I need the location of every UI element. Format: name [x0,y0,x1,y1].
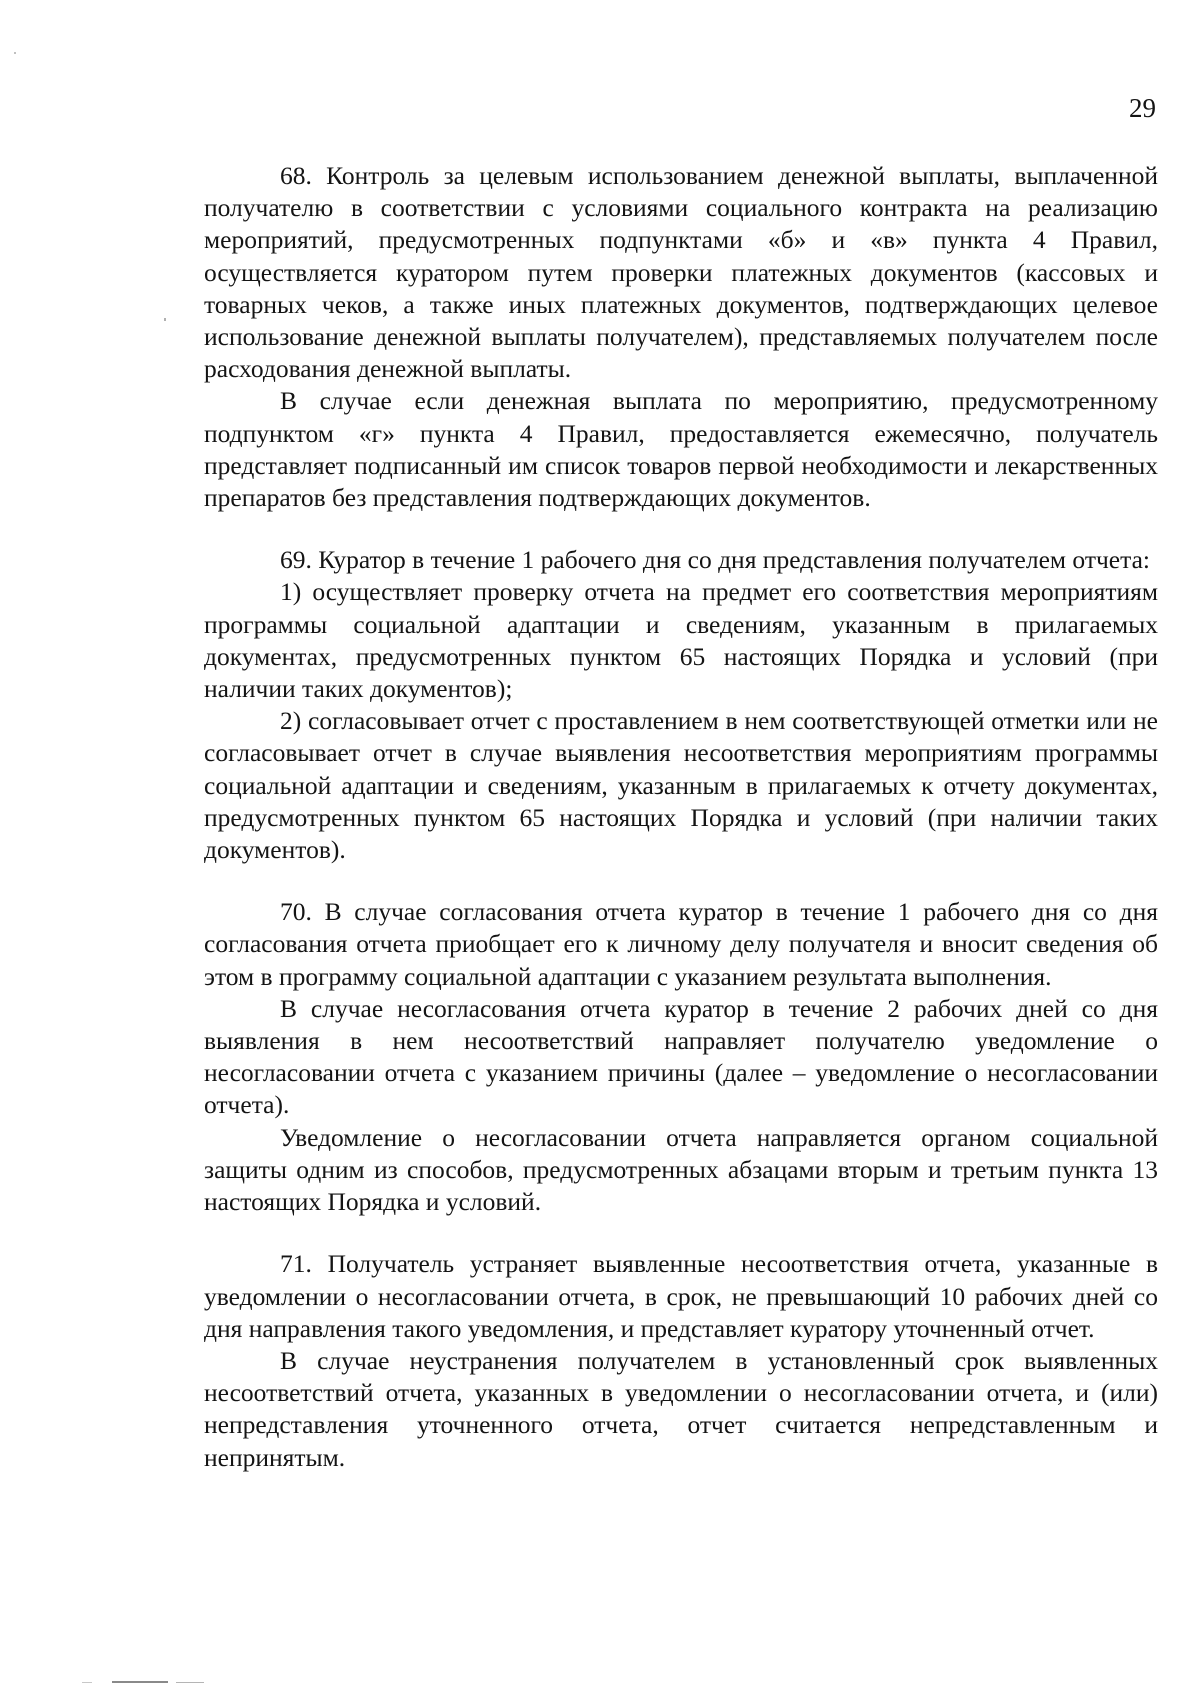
paragraph-70-main: 70. В случае согласования отчета куратор в течение 1 рабочего дня со дня согласования отчета приобщает его к личному делу получателя и вносит сведения об этом в программу социальной адаптации с указанием результата выполнения. [204,897,1158,991]
paragraph-68-subparagraph: В случае если денежная выплата по мероприятию, предусмотренному подпунктом «г» пункта 4 Правил, предоставляется ежемесячно, получатель представляет подписанный им список товаров первой необходимости и лекарственных препаратов без представления подтверждающих документов. [204,386,1158,513]
section-gap [204,514,1158,544]
paragraph-68-main: 68. Контроль за целевым использованием денежной выплаты, выплаченной получателю в соответствии с условиями социального контракта на реализацию мероприятий, предусмотренных подпунктами «б» и «в» пункта 4 Правил, осуществляется куратором путем проверки платежных документов (кассовых и товарных чеков, а также иных платежных документов, подтверждающих целевое использование денежной выплаты получателем), представляемых получателем после расходования денежной выплаты. [204,161,1158,384]
scan-artifact [176,1682,204,1683]
paragraph-71-subparagraph: В случае неустранения получателем в установленный срок выявленных несоответствий отчета, указанных в уведомлении о несогласовании отчета, и (или) непредставления уточненного отчета, отчет считается непредставленным и непринятым. [204,1345,1158,1472]
paragraph-70-subparagraph-2: Уведомление о несогласовании отчета направляется органом социальной защиты одним из способов, предусмотренных абзацами вторым и третьим пункта 13 настоящих Порядка и условий. [204,1122,1158,1217]
scan-artifact [112,1681,168,1683]
paragraph-69-item-1: 1) осуществляет проверку отчета на предмет его соответствия мероприятиям программы социальной адаптации и сведениям, указанным в прилагаемых документах, предусмотренных пунктом 65 настоящих Порядка и условий (при наличии таких документов); [204,577,1158,704]
paragraph-69-item-2: 2) согласовывает отчет с проставлением в нем соответствующей отметки или не согласовывает отчет в случае выявления несоответствия мероприятиям программы социальной адаптации и сведениям, указанным в прилагаемых к отчету документах, предусмотренных пунктом 65 настоящих Порядка и условий (при наличии таких документов). [204,706,1158,865]
paragraph-71-main: 71. Получатель устраняет выявленные несоответствия отчета, указанные в уведомлении о несогласовании отчета, в срок, не превышающий 10 рабочих дней со дня направления такого уведомления, и представляет куратору уточненный отчет. [204,1249,1158,1343]
paragraph-70-subparagraph-1: В случае несогласования отчета куратор в течение 2 рабочих дней со дня выявления в нем несоответствий направляет получателю уведомление о несогласовании отчета с указанием причины (далее – уведомление о несогласовании отчета). [204,993,1158,1120]
scan-artifact [82,1682,92,1683]
section-gap [204,866,1158,896]
section-gap [204,1218,1158,1248]
paragraph-69-main: 69. Куратор в течение 1 рабочего дня со дня представления получателем отчета: [280,545,1150,575]
scan-artifact [164,318,166,321]
scan-artifact [14,52,16,54]
page-number: 29 [1129,93,1156,123]
document-body [204,160,1158,1474]
